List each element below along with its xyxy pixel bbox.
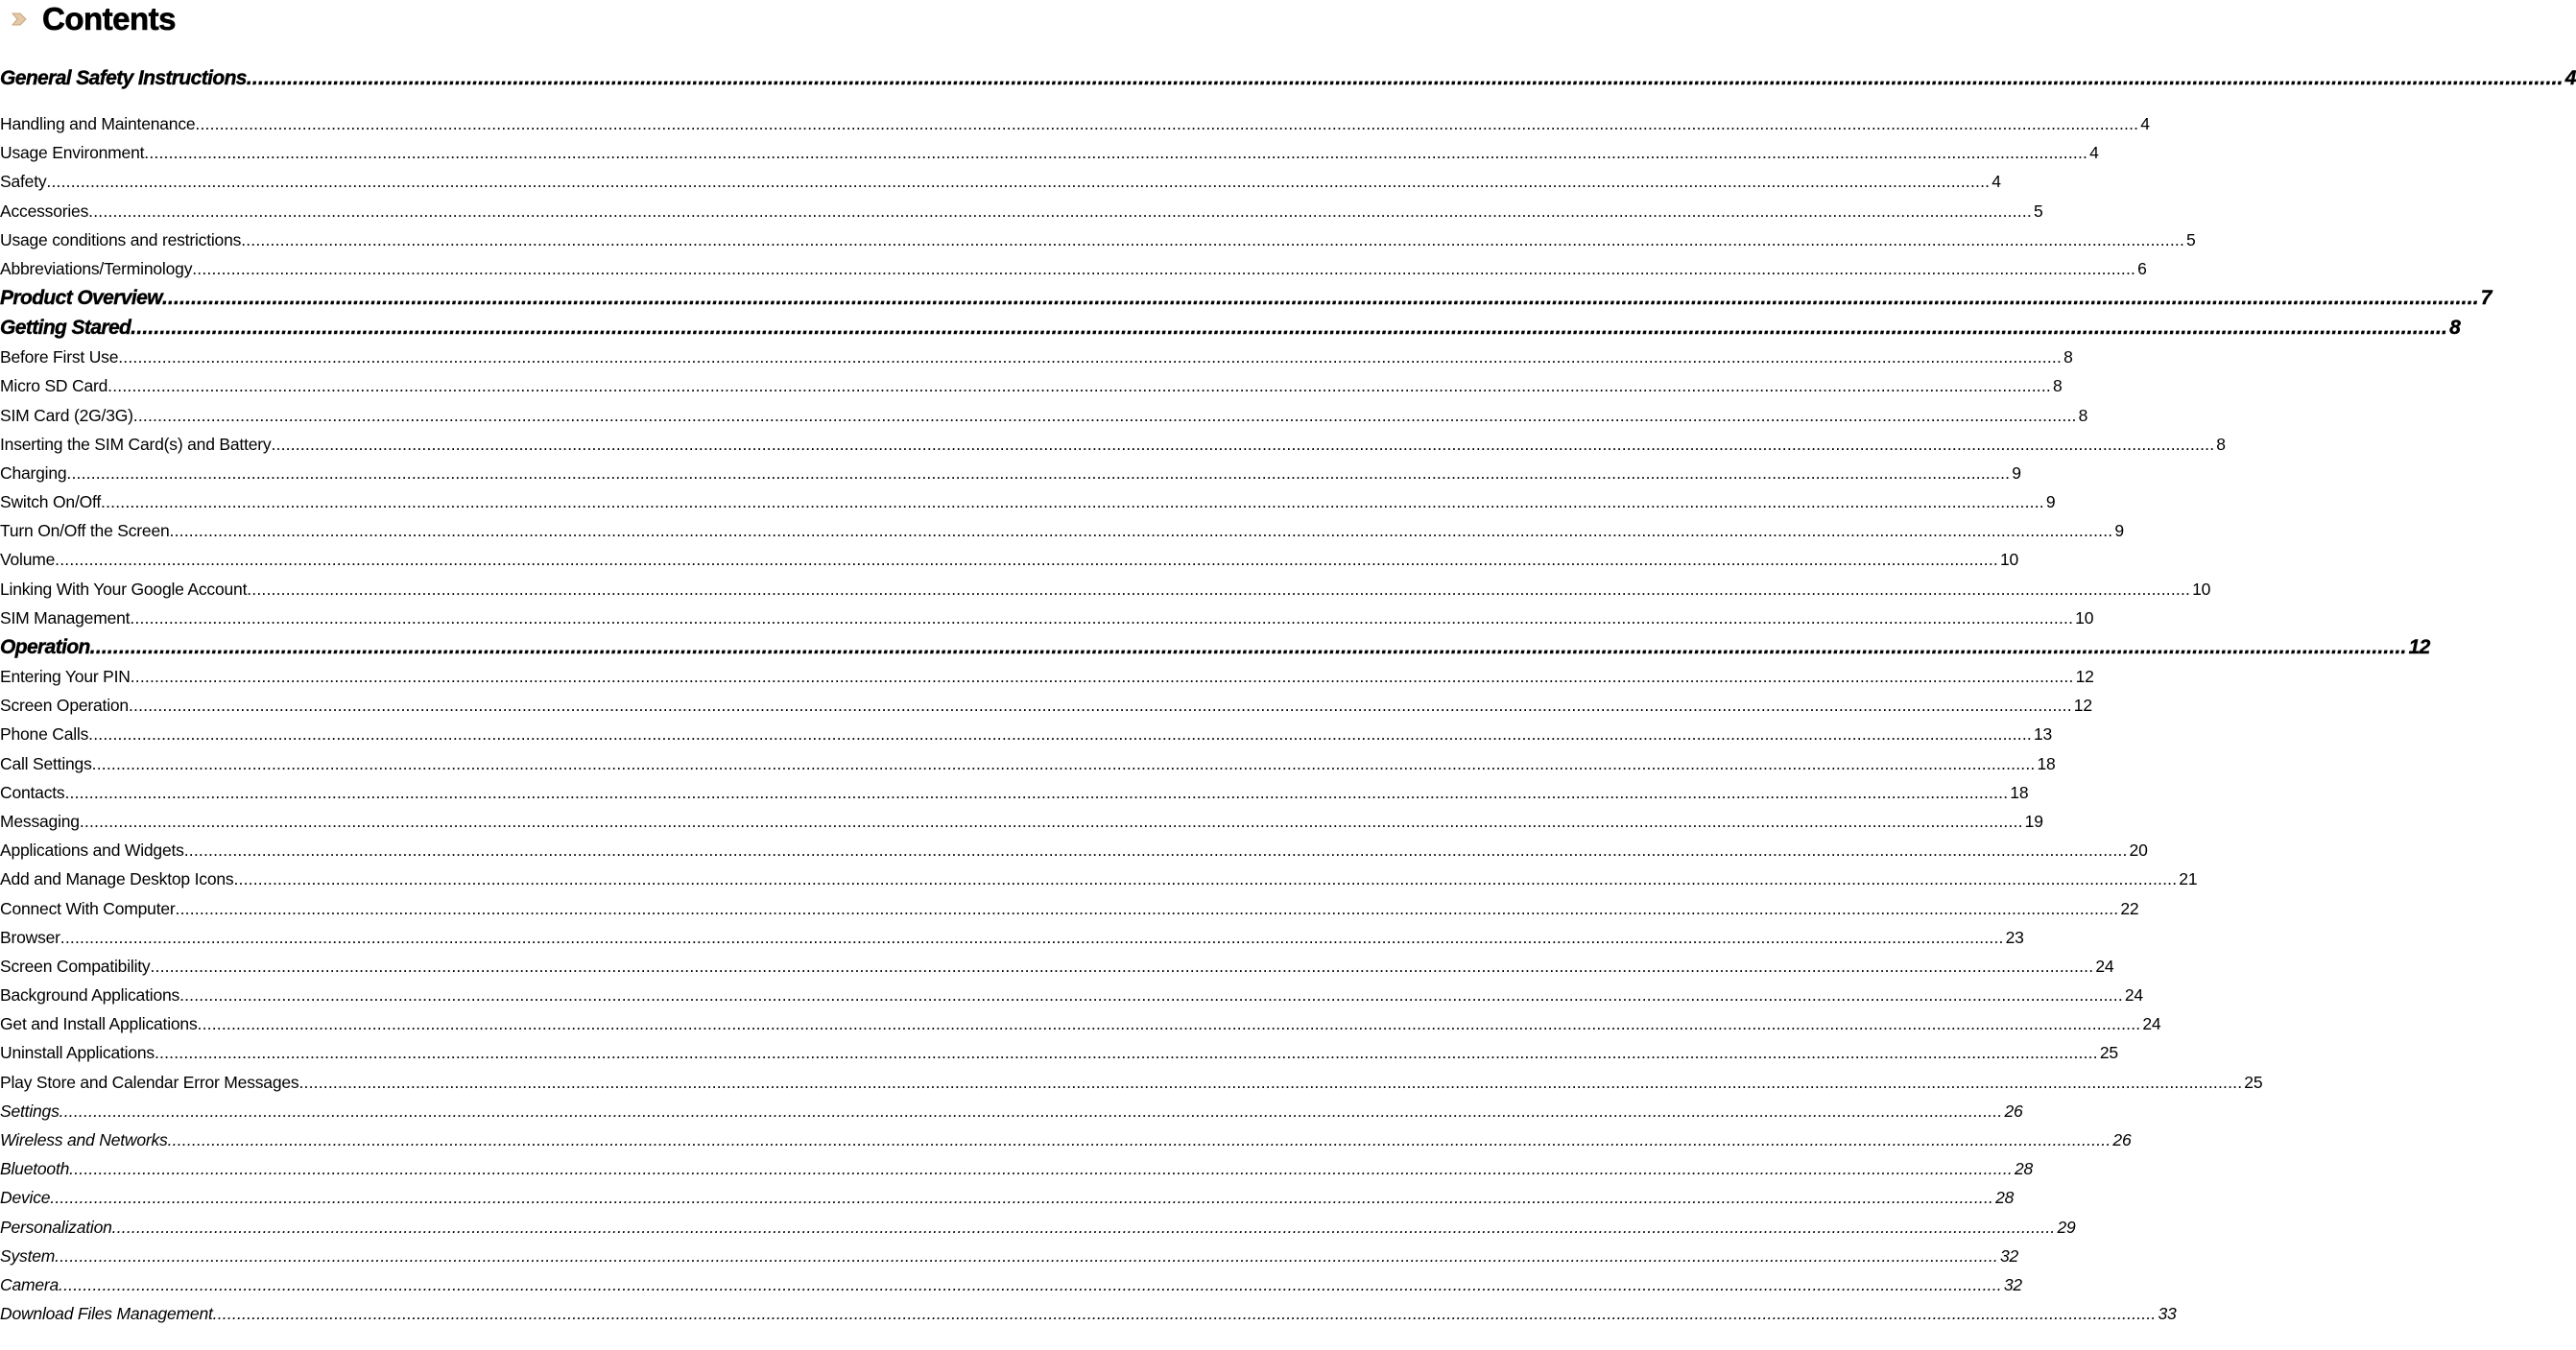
toc-entry[interactable] — [0, 109, 2150, 138]
toc-entry[interactable] — [0, 61, 2576, 96]
toc-entry-label: Uninstall Applications — [0, 1043, 155, 1063]
toc-page-number: 29 — [2057, 1217, 2076, 1237]
toc-page-number: 12 — [2408, 636, 2430, 658]
toc-entry[interactable] — [0, 1038, 2118, 1067]
arrow-bullet-icon — [10, 10, 29, 29]
toc-entry[interactable] — [0, 401, 2088, 430]
toc-leader-dots: ................................................................................................................................................................................................................................................................................................................................................................................................................ — [111, 1217, 2056, 1237]
toc-leader-dots: ................................................................................................................................................................................................................................................................................................................................................................................................................ — [64, 782, 2009, 802]
toc-leader-dots: ................................................................................................................................................................................................................................................................................................................................................................................................................ — [298, 1072, 2243, 1092]
toc-leader-dots: ................................................................................................................................................................................................................................................................................................................................................................................................................ — [150, 956, 2094, 976]
toc-entry-label: Turn On/Off the Screen — [0, 521, 170, 541]
toc-page-number: 21 — [2179, 869, 2198, 889]
toc-leader-dots: ................................................................................................................................................................................................................................................................................................................................................................................................................ — [69, 1159, 2013, 1179]
toc-entry[interactable] — [0, 632, 2430, 662]
toc-entry-label: General Safety Instructions — [0, 67, 247, 89]
toc-entry-label: Handling and Maintenance — [0, 114, 196, 133]
toc-page-number: 5 — [2186, 229, 2196, 249]
toc-entry-label: System — [0, 1245, 56, 1266]
toc-page-number: 20 — [2129, 841, 2148, 861]
toc-entry[interactable] — [0, 516, 2124, 545]
toc-page-number: 9 — [2045, 492, 2056, 512]
toc-entry-label: Applications and Widgets — [0, 841, 184, 861]
toc-entry-label: Download Files Management — [0, 1304, 213, 1324]
toc-entry-label: Contacts — [0, 782, 65, 802]
toc-entry[interactable] — [0, 487, 2056, 516]
toc-page-number: 24 — [2095, 956, 2114, 976]
toc-page-number: 8 — [2216, 434, 2226, 454]
toc-leader-dots: ................................................................................................................................................................................................................................................................................................................................................................................................................ — [195, 114, 2139, 133]
toc-entry[interactable] — [0, 1125, 2132, 1154]
toc-entry[interactable] — [0, 430, 2226, 459]
toc-entry[interactable] — [0, 981, 2143, 1009]
toc-entry-label: Messaging — [0, 811, 80, 831]
toc-entry[interactable] — [0, 778, 2029, 807]
toc-leader-dots: ................................................................................................................................................................................................................................................................................................................................................................................................................ — [247, 579, 2191, 599]
toc-page-number: 32 — [2003, 1274, 2022, 1294]
toc-entry-label: Before First Use — [0, 347, 119, 367]
toc-leader-dots: ................................................................................................................................................................................................................................................................................................................................................................................................................ — [144, 143, 2088, 163]
table-of-contents — [0, 61, 2576, 1328]
toc-leader-dots: ................................................................................................................................................................................................................................................................................................................................................................................................................ — [132, 405, 2077, 425]
toc-page-number: 28 — [2014, 1159, 2034, 1179]
toc-page-number: 4 — [2089, 143, 2099, 163]
toc-leader-dots: ................................................................................................................................................................................................................................................................................................................................................................................................................ — [154, 1043, 2098, 1063]
page-title: Contents — [42, 1, 176, 36]
toc-leader-dots: ................................................................................................................................................................................................................................................................................................................................................................................................................ — [91, 753, 2036, 773]
toc-entry-label: Usage Environment — [0, 143, 145, 163]
toc-page-number: 12 — [2075, 667, 2094, 686]
toc-entry-label: Getting Stared — [0, 317, 131, 340]
toc-entry[interactable] — [0, 343, 2073, 371]
toc-page-number: 26 — [2004, 1101, 2023, 1121]
toc-page-number: 24 — [2124, 985, 2143, 1006]
toc-page-number: 33 — [2158, 1304, 2177, 1324]
toc-page-number: 5 — [2033, 201, 2043, 221]
toc-entry[interactable] — [0, 749, 2056, 778]
toc-leader-dots: ................................................................................................................................................................................................................................................................................................................................................................................................................ — [59, 1101, 2003, 1121]
toc-entry-label: Screen Compatibility — [0, 956, 151, 976]
toc-entry-label: Entering Your PIN — [0, 667, 131, 686]
toc-page-number: 6 — [2137, 258, 2147, 278]
toc-entry-label: Call Settings — [0, 753, 92, 773]
toc-page-number: 26 — [2112, 1130, 2132, 1149]
toc-entry[interactable] — [0, 604, 2094, 632]
toc-entry[interactable] — [0, 225, 2196, 254]
toc-entry[interactable] — [0, 313, 2461, 343]
toc-page-number: 23 — [2005, 927, 2024, 947]
toc-entry[interactable] — [0, 167, 2001, 196]
toc-entry-label: Abbreviations/Terminology — [0, 258, 193, 278]
toc-leader-dots: ................................................................................................................................................................................................................................................................................................................................................................................................................ — [169, 521, 2113, 541]
toc-leader-dots: ................................................................................................................................................................................................................................................................................................................................................................................................................ — [233, 869, 2178, 889]
toc-entry-label: Device — [0, 1188, 51, 1208]
toc-page-number: 7 — [2480, 287, 2492, 310]
toc-entry[interactable] — [0, 1097, 2023, 1125]
toc-leader-dots: ................................................................................................................................................................................................................................................................................................................................................................................................................ — [55, 1245, 1998, 1266]
toc-leader-dots: ................................................................................................................................................................................................................................................................................................................................................................................................................ — [128, 696, 2072, 716]
toc-entry[interactable] — [0, 952, 2114, 981]
toc-entry[interactable] — [0, 1068, 2263, 1097]
toc-entry[interactable] — [0, 1183, 2015, 1212]
toc-leader-dots: ................................................................................................................................................................................................................................................................................................................................................................................................................ — [101, 492, 2044, 512]
toc-page-number: 24 — [2142, 1014, 2161, 1034]
toc-leader-dots: ................................................................................................................................................................................................................................................................................................................................................................................................................ — [118, 347, 2063, 367]
toc-entry-label: Connect With Computer — [0, 898, 176, 918]
toc-entry-label: SIM Management — [0, 607, 131, 628]
toc-entry-label: Get and Install Applications — [0, 1014, 198, 1034]
toc-leader-dots: ................................................................................................................................................................................................................................................................................................................................................................................................................ — [131, 317, 2448, 340]
toc-entry[interactable] — [0, 138, 2099, 167]
toc-entry[interactable] — [0, 575, 2211, 604]
toc-entry[interactable] — [0, 1154, 2034, 1183]
toc-page-number: 9 — [2114, 521, 2124, 541]
toc-page-number: 4 — [1992, 172, 2001, 192]
toc-entry-label: Add and Manage Desktop Icons — [0, 869, 234, 889]
toc-page-number: 8 — [2063, 347, 2073, 367]
toc-entry-label: Personalization — [0, 1217, 112, 1237]
toc-entry-label: Usage conditions and restrictions — [0, 229, 242, 249]
toc-leader-dots: ................................................................................................................................................................................................................................................................................................................................................................................................................ — [60, 927, 2004, 947]
toc-page-number: 10 — [2192, 579, 2211, 599]
toc-entry-label: Bluetooth — [0, 1159, 70, 1179]
toc-leader-dots: ................................................................................................................................................................................................................................................................................................................................................................................................................ — [167, 1130, 2111, 1149]
toc-entry[interactable] — [0, 1242, 2019, 1270]
toc-entry-label: Product Overview — [0, 287, 162, 310]
toc-page-number: 8 — [2449, 317, 2461, 340]
toc-entry-label: Settings — [0, 1101, 60, 1121]
toc-entry[interactable] — [0, 1009, 2161, 1038]
toc-page-number: 4 — [2564, 67, 2576, 89]
toc-entry-label: Play Store and Calendar Error Messages — [0, 1072, 299, 1092]
toc-page-number: 25 — [2244, 1072, 2263, 1092]
toc-leader-dots: ................................................................................................................................................................................................................................................................................................................................................................................................................ — [66, 462, 2011, 483]
toc-entry-label: Switch On/Off — [0, 492, 102, 512]
toc-entry[interactable] — [0, 254, 2147, 283]
toc-page-number: 4 — [2140, 114, 2150, 133]
toc-leader-dots: ................................................................................................................................................................................................................................................................................................................................................................................................................ — [50, 1188, 1994, 1208]
toc-entry-label: Inserting the SIM Card(s) and Battery — [0, 434, 272, 454]
toc-leader-dots: ................................................................................................................................................................................................................................................................................................................................................................................................................ — [246, 67, 2564, 89]
toc-entry[interactable] — [0, 836, 2148, 864]
toc-page-number: 8 — [2052, 376, 2063, 396]
toc-page-number: 32 — [1999, 1245, 2019, 1266]
toc-leader-dots: ................................................................................................................................................................................................................................................................................................................................................................................................................ — [241, 229, 2185, 249]
toc-entry[interactable] — [0, 720, 2053, 748]
toc-leader-dots: ................................................................................................................................................................................................................................................................................................................................................................................................................ — [89, 636, 2407, 658]
toc-entry[interactable] — [0, 894, 2139, 923]
toc-page-number: 13 — [2034, 724, 2053, 745]
toc-leader-dots: ................................................................................................................................................................................................................................................................................................................................................................................................................ — [130, 667, 2074, 686]
toc-leader-dots: ................................................................................................................................................................................................................................................................................................................................................................................................................ — [271, 434, 2215, 454]
toc-leader-dots: ................................................................................................................................................................................................................................................................................................................................................................................................................ — [179, 985, 2123, 1006]
toc-leader-dots: ................................................................................................................................................................................................................................................................................................................................................................................................................ — [197, 1014, 2141, 1034]
toc-leader-dots: ................................................................................................................................................................................................................................................................................................................................................................................................................ — [88, 724, 2032, 745]
toc-entry-label: Charging — [0, 462, 67, 483]
toc-entry[interactable] — [0, 864, 2198, 893]
toc-page-number: 9 — [2012, 462, 2021, 483]
toc-entry[interactable] — [0, 283, 2492, 313]
toc-entry[interactable] — [0, 545, 2019, 574]
toc-leader-dots: ................................................................................................................................................................................................................................................................................................................................................................................................................ — [46, 172, 1991, 192]
toc-entry[interactable] — [0, 459, 2021, 487]
toc-page-number: 18 — [2037, 753, 2056, 773]
toc-entry-label: Browser — [0, 927, 60, 947]
toc-leader-dots: ................................................................................................................................................................................................................................................................................................................................................................................................................ — [183, 841, 2128, 861]
toc-page-number: 10 — [2075, 607, 2094, 628]
toc-entry[interactable] — [0, 662, 2094, 691]
toc-leader-dots: ................................................................................................................................................................................................................................................................................................................................................................................................................ — [79, 811, 2023, 831]
toc-page-number: 19 — [2024, 811, 2043, 831]
toc-page-number: 25 — [2099, 1043, 2118, 1063]
toc-entry-label: Micro SD Card — [0, 376, 108, 396]
toc-leader-dots: ................................................................................................................................................................................................................................................................................................................................................................................................................ — [55, 550, 1998, 570]
toc-leader-dots: ................................................................................................................................................................................................................................................................................................................................................................................................................ — [161, 287, 2479, 310]
toc-entry[interactable] — [0, 371, 2063, 400]
toc-leader-dots: ................................................................................................................................................................................................................................................................................................................................................................................................................ — [175, 898, 2119, 918]
toc-entry-label: Background Applications — [0, 985, 180, 1006]
toc-entry-label: SIM Card (2G/3G) — [0, 405, 133, 425]
toc-entry-label: Operation — [0, 636, 90, 658]
toc-entry[interactable] — [0, 691, 2092, 720]
toc-page-number: 18 — [2010, 782, 2029, 802]
toc-entry[interactable] — [0, 1213, 2076, 1242]
toc-leader-dots: ................................................................................................................................................................................................................................................................................................................................................................................................................ — [88, 201, 2032, 221]
toc-leader-dots: ................................................................................................................................................................................................................................................................................................................................................................................................................ — [130, 607, 2074, 628]
toc-page-number: 10 — [2000, 550, 2019, 570]
toc-entry-label: Linking With Your Google Account — [0, 579, 248, 599]
toc-entry[interactable] — [0, 807, 2043, 836]
toc-entry-label: Screen Operation — [0, 696, 129, 716]
toc-page-number: 12 — [2073, 696, 2092, 716]
toc-entry[interactable] — [0, 1299, 2177, 1328]
toc-leader-dots: ................................................................................................................................................................................................................................................................................................................................................................................................................ — [212, 1304, 2157, 1324]
toc-entry-label: Volume — [0, 550, 56, 570]
toc-page-number: 8 — [2078, 405, 2088, 425]
contents-header — [10, 0, 176, 38]
toc-page-number: 22 — [2120, 898, 2139, 918]
toc-entry[interactable] — [0, 1270, 2022, 1299]
toc-leader-dots: ................................................................................................................................................................................................................................................................................................................................................................................................................ — [107, 376, 2051, 396]
toc-entry[interactable] — [0, 197, 2043, 225]
toc-entry-label: Phone Calls — [0, 724, 89, 745]
toc-entry-label: Safety — [0, 172, 47, 192]
toc-entry[interactable] — [0, 923, 2024, 952]
toc-page-number: 28 — [1995, 1188, 2015, 1208]
toc-leader-dots: ................................................................................................................................................................................................................................................................................................................................................................................................................ — [59, 1274, 2002, 1294]
toc-entry-label: Wireless and Networks — [0, 1130, 168, 1149]
toc-entry-label: Camera — [0, 1274, 60, 1294]
toc-entry-label: Accessories — [0, 201, 89, 221]
toc-leader-dots: ................................................................................................................................................................................................................................................................................................................................................................................................................ — [192, 258, 2136, 278]
